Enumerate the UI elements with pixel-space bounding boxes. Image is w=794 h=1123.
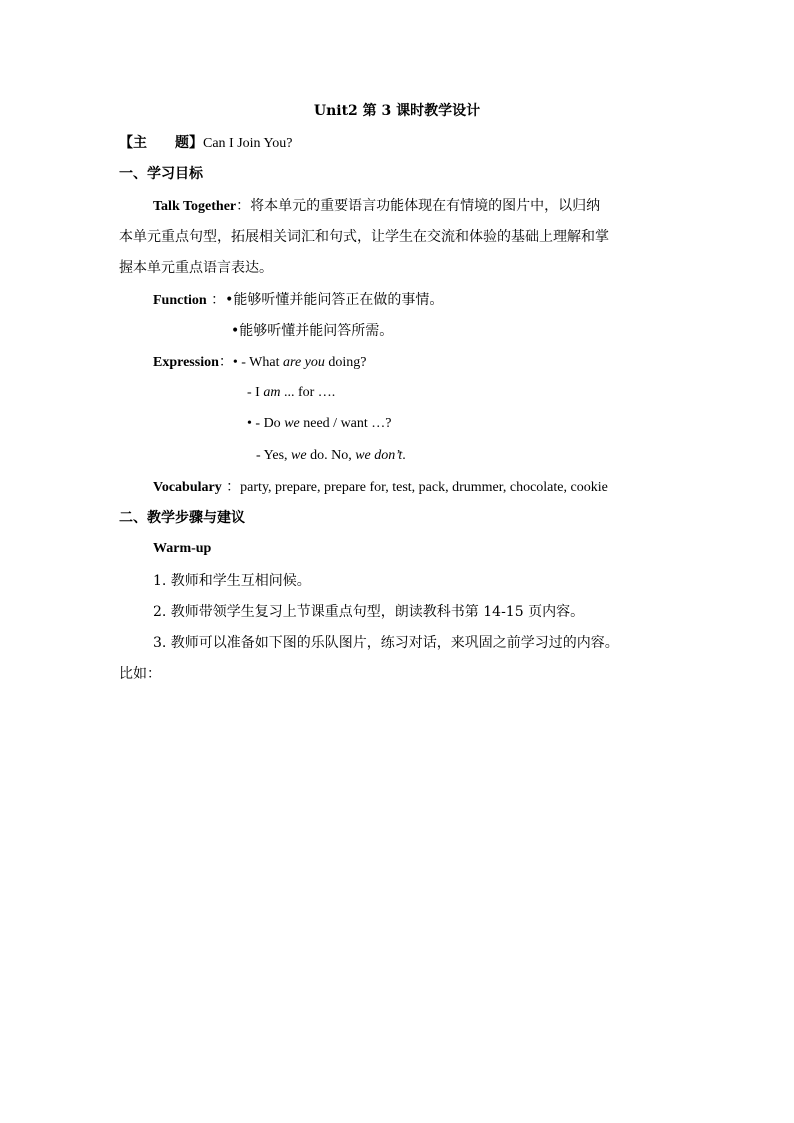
expression-3-pre: • - Do	[247, 416, 285, 431]
expression-colon: ：	[218, 354, 233, 370]
topic-bracket-open: 【主	[119, 135, 147, 151]
expression-4-post: .	[402, 448, 406, 463]
expression-2-pre: - I	[247, 385, 264, 400]
expression-label: Expression	[153, 355, 219, 370]
expression-1-pre: • - What	[232, 355, 284, 370]
vocabulary-text: party, prepare, prepare for, test, pack, drummer, chocolate, cookie	[240, 480, 608, 495]
expression-2-post: ... for ….	[280, 385, 336, 400]
warmup-heading: Warm-up	[153, 541, 212, 556]
expression-3-post: need / want …?	[299, 416, 392, 431]
expression-3-italic: we	[284, 416, 300, 431]
expression-line-3	[247, 415, 392, 433]
expression-4-mid: do. No,	[306, 448, 356, 463]
expression-line-4	[256, 447, 406, 465]
document-title: Unit2 第 3 课时教学设计	[313, 103, 481, 119]
function-line-1	[153, 291, 443, 310]
vocabulary-label: Vocabulary	[153, 480, 222, 495]
talk-together-text-3: 握本单元重点语言表达。	[119, 260, 273, 276]
talk-together-line-1	[153, 197, 600, 216]
section1-heading: 一、学习目标	[119, 166, 203, 182]
talk-together-text-2: 本单元重点句型，拓展相关词汇和句式，让学生在交流和体验的基础上理解和掌	[119, 229, 609, 245]
expression-line-1	[153, 353, 366, 372]
expression-2-italic: am	[263, 385, 281, 400]
topic-value: Can I Join You?	[203, 136, 293, 151]
expression-1-post: doing?	[324, 355, 367, 370]
function-label: Function	[153, 293, 207, 308]
vocabulary-line	[153, 478, 608, 497]
function-item-1: •能够听懂并能问答正在做的事情。	[225, 292, 444, 308]
topic-line	[119, 134, 292, 153]
expression-4-italic-1: we	[291, 448, 307, 463]
section2-heading: 二、教学步骤与建议	[119, 510, 245, 526]
expression-4-pre: - Yes,	[256, 448, 292, 463]
expression-1-italic: are you	[283, 355, 325, 370]
warmup-step-1: 1. 教师和学生互相问候。	[153, 573, 311, 589]
talk-together-label: Talk Together	[153, 199, 237, 214]
warmup-step-2: 2. 教师带领学生复习上节课重点句型，朗读教科书第 14-15 页内容。	[153, 604, 585, 620]
function-item-2: •能够听懂并能问答所需。	[231, 323, 394, 339]
topic-bracket-close: 题】	[175, 135, 203, 151]
talk-together-text-1: ：将本单元的重要语言功能体现在有情境的图片中，以归纳	[236, 198, 601, 214]
expression-line-2	[247, 384, 335, 402]
vocabulary-colon: ：	[226, 479, 241, 495]
function-colon: ：	[211, 292, 226, 308]
warmup-step-3: 3. 教师可以准备如下图的乐队图片，练习对话，来巩固之前学习过的内容。	[153, 635, 619, 651]
warmup-step-3-continued: 比如：	[119, 666, 161, 682]
expression-4-italic-2: we don’t	[355, 448, 403, 463]
